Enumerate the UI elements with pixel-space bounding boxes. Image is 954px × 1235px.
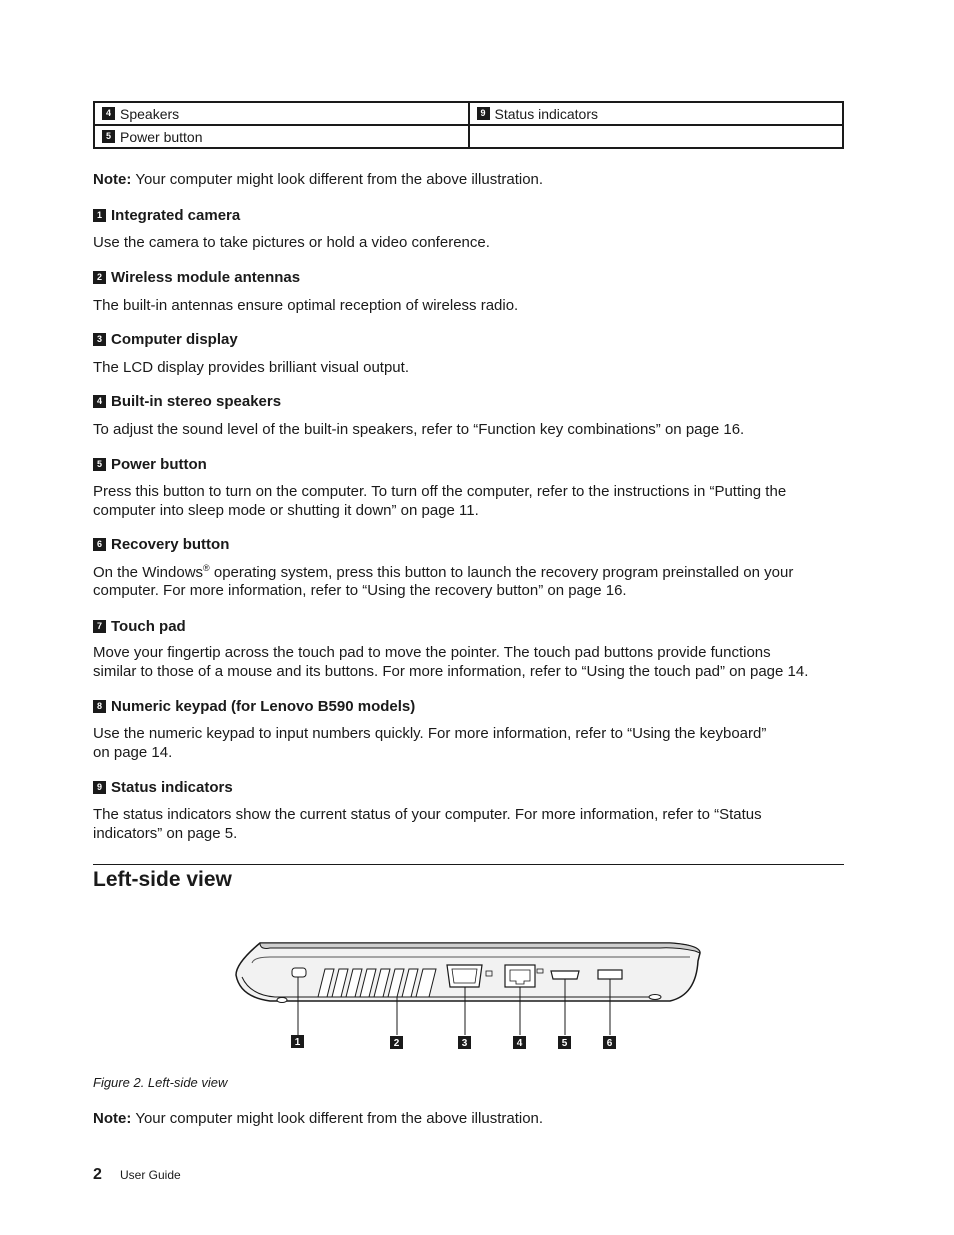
callout-number: 4 [102, 107, 115, 120]
foot [649, 995, 661, 1000]
section-title [93, 393, 853, 411]
vga-port-icon [447, 965, 482, 987]
section-title-text: Computer display [111, 331, 238, 348]
section-status-indicators [93, 779, 853, 842]
registered-mark: ® [203, 563, 210, 573]
section-title [93, 618, 853, 636]
callout-number: 3 [93, 333, 106, 346]
section-title-text: Integrated camera [111, 207, 241, 224]
section-text-line: Move your fingertip across the touch pad to move the pointer. The touch pad buttons provide functions [93, 644, 771, 661]
table-cell [469, 102, 844, 125]
callout-number: 8 [93, 700, 106, 713]
section-title [93, 269, 853, 287]
section-text-line: similar to those of a mouse and its buttons. For more information, refer to “Using the touch pad” on page 14. [93, 663, 809, 680]
callout-number: 6 [93, 538, 106, 551]
section-text: To adjust the sound level of the built-in speakers, refer to “Function key combinations” on page 16. [93, 421, 745, 438]
note-text: Your computer might look different from the above illustration. [135, 1110, 544, 1127]
section-recovery-button [93, 536, 853, 599]
section-text-line [93, 563, 853, 582]
callout-number: 7 [93, 620, 106, 633]
figure-caption: Figure 2. Left-side view [93, 1075, 228, 1090]
section-text-line: Use the numeric keypad to input numbers quickly. For more information, refer to “Using the keyboard” [93, 725, 767, 742]
security-keyhole-icon [292, 968, 306, 977]
section-stereo-speakers [93, 393, 853, 438]
cell-label: Power button [120, 128, 203, 145]
section-text-line: computer. For more information, refer to “Using the recovery button” on page 16. [93, 582, 627, 599]
note-label: Note: [93, 171, 132, 188]
section-title-text: Recovery button [111, 536, 230, 553]
legend-table [93, 101, 844, 149]
section-text: The built-in antennas ensure optimal reception of wireless radio. [93, 297, 519, 314]
table-cell-empty [469, 125, 844, 148]
section-title-text: Status indicators [111, 779, 233, 796]
callout-number: 2 [393, 1038, 400, 1049]
section-title [93, 456, 853, 474]
note-top [93, 171, 543, 188]
callout-number: 4 [93, 395, 106, 408]
section-text: The LCD display provides brilliant visual output. [93, 359, 409, 376]
section-text-line: indicators” on page 5. [93, 825, 238, 842]
note-text: Your computer might look different from the above illustration. [135, 171, 544, 188]
table-cell [94, 125, 469, 148]
section-text-line: The status indicators show the current status of your computer. For more information, refer to “Status [93, 806, 762, 823]
section-text-line: on page 14. [93, 744, 173, 761]
section-wireless-antennas [93, 269, 853, 314]
callout-number: 9 [477, 107, 490, 120]
table-cell [94, 102, 469, 125]
section-text: Use the camera to take pictures or hold a video conference. [93, 234, 490, 251]
section-computer-display [93, 331, 853, 376]
laptop-left-side-illustration [230, 935, 710, 1055]
section-divider [93, 864, 844, 865]
callout-number: 5 [93, 458, 106, 471]
page-number: 2 [93, 1166, 102, 1183]
section-power-button [93, 456, 853, 519]
callout-number: 1 [294, 1037, 301, 1048]
footer-title: User Guide [120, 1168, 181, 1182]
section-title [93, 207, 853, 225]
section-title [93, 698, 853, 716]
callout-number: 2 [93, 271, 106, 284]
callout-number: 9 [93, 781, 106, 794]
table-row [94, 125, 843, 148]
section-text-line: Press this button to turn on the computer. To turn off the computer, refer to the instructions in “Putting the [93, 483, 787, 500]
section-integrated-camera [93, 207, 853, 251]
note-bottom [93, 1110, 543, 1127]
section-title-text: Wireless module antennas [111, 269, 301, 286]
section-touch-pad [93, 618, 853, 680]
section-title-text: Built-in stereo speakers [111, 393, 282, 410]
section-title-text: Numeric keypad (for Lenovo B590 models) [111, 698, 416, 715]
section-title-text: Power button [111, 456, 207, 473]
section-text-line: computer into sleep mode or shutting it down” on page 11. [93, 502, 479, 519]
section-title-text: Touch pad [111, 618, 186, 635]
foot [277, 998, 287, 1003]
callout-number: 3 [461, 1038, 468, 1049]
section-title [93, 536, 853, 554]
callout-number: 5 [102, 130, 115, 143]
hdmi-port-icon [551, 971, 579, 979]
page-heading: Left-side view [93, 868, 232, 891]
callout-number: 6 [606, 1038, 613, 1049]
table-row [94, 102, 843, 125]
section-title [93, 331, 853, 349]
callout-number: 5 [561, 1038, 568, 1049]
callout-number: 1 [93, 209, 106, 222]
section-numeric-keypad [93, 698, 853, 761]
section-title [93, 779, 853, 797]
usb-port-icon [598, 970, 622, 979]
cell-label: Status indicators [494, 105, 598, 122]
note-label: Note: [93, 1110, 132, 1127]
cell-label: Speakers [120, 105, 180, 122]
text-part: On the Windows [93, 564, 204, 581]
text-part: operating system, press this button to launch the recovery program preinstalled on your [209, 564, 794, 581]
callout-number: 4 [516, 1038, 523, 1049]
